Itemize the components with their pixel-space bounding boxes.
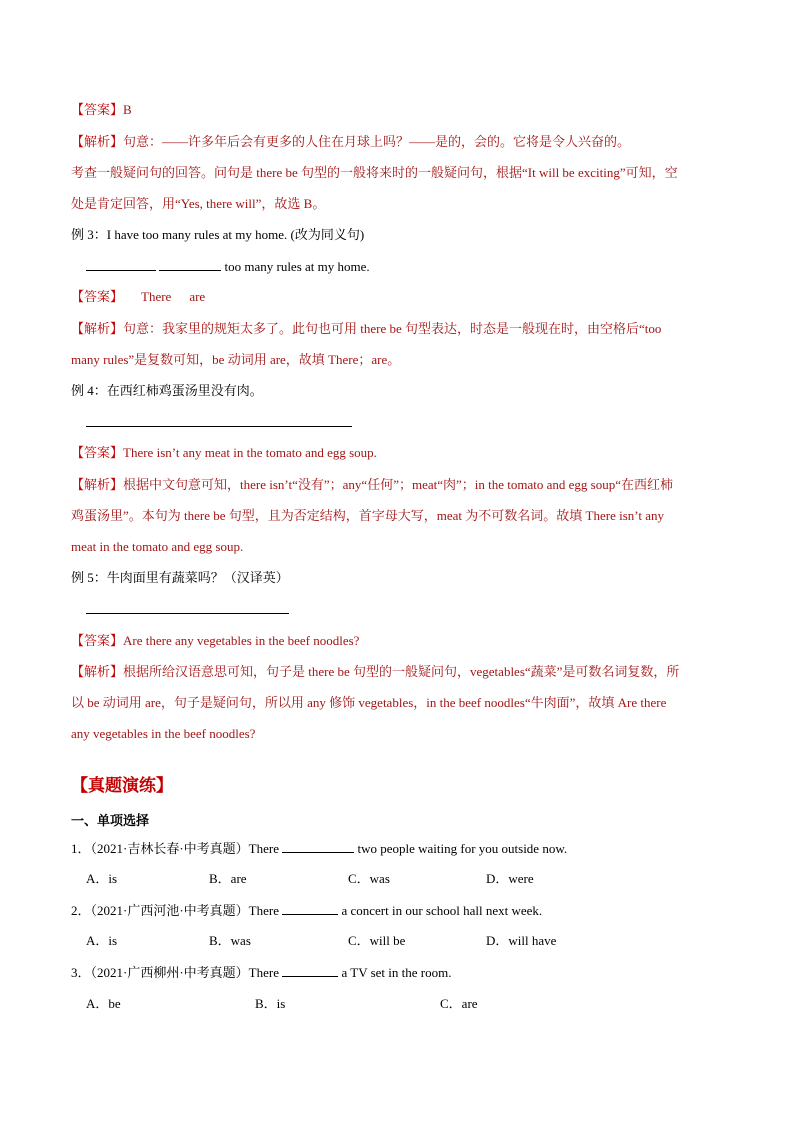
ex5-analysis-line-3: any vegetables in the beef noodles?	[71, 726, 256, 741]
option-a: A．be	[86, 996, 121, 1011]
ex3-prompt: 例 3：I have too many rules at my home. (改为同义句)	[71, 227, 365, 242]
ex3-answer-2: are	[189, 289, 206, 304]
analysis-tag: 【解析】	[71, 477, 124, 492]
ex2-analysis-1: 句意：——许多年后会有更多的人住在月球上吗？——是的，会的。它将是令人兴奋的。	[123, 134, 631, 149]
ex5-analysis-1: 根据所给汉语意思可知，句子是 there be 句型的一般疑问句，vegetables“蔬菜”是可数名词复数，所	[123, 664, 680, 679]
analysis-tag: 【解析】	[71, 321, 124, 336]
option-a: A．is	[86, 933, 118, 948]
question-stem-prefix: 3．（2021·广西柳州·中考真题）There	[71, 965, 279, 980]
ex3-analysis-line-1	[71, 320, 661, 338]
option-b: B．are	[209, 871, 247, 886]
question-stem-prefix: 1．（2021·吉林长春·中考真题）There	[71, 841, 279, 856]
question-blank	[282, 963, 338, 977]
ex3-analysis-line-2: many rules”是复数可知，be 动词用 are，故填 There；are。	[71, 352, 401, 367]
ex4-analysis-line-1	[71, 476, 673, 494]
ex4-answer-line	[71, 444, 377, 462]
answer-tag: 【答案】	[71, 445, 124, 460]
ex5-analysis-line-2: 以 be 动词用 are，句子是疑问句，所以用 any 修饰 vegetables，in the beef noodles“牛肉面”，故填 Are there	[71, 695, 667, 710]
option-c: C．will be	[348, 933, 406, 948]
ex5-answer-line	[71, 632, 359, 650]
answer-tag: 【答案】	[71, 289, 124, 304]
question-blank	[282, 839, 354, 853]
question-1-stem	[71, 839, 567, 858]
ex4-analysis-line-3: meat in the tomato and egg soup.	[71, 539, 244, 554]
section-title: 【真题演练】	[71, 776, 173, 795]
question-stem-suffix: a concert in our school hall next week.	[341, 903, 543, 918]
option-c: C．was	[348, 871, 390, 886]
question-blank	[282, 901, 338, 915]
option-b: B．was	[209, 933, 251, 948]
ex5-analysis-line-1	[71, 663, 679, 681]
ex2-answer: B	[123, 102, 132, 117]
ex5-fill-line	[86, 600, 289, 619]
answer-tag: 【答案】	[71, 102, 124, 117]
ex5-prompt: 例 5：牛肉面里有蔬菜吗？（汉译英）	[71, 570, 289, 585]
blank-1	[86, 257, 156, 271]
blank-2	[159, 257, 221, 271]
ex3-fill-line	[86, 257, 370, 276]
ex3-analysis-1: 句意：我家里的规矩太多了。此句也可用 there be 句型表达，时态是一般现在时，由空格后“too	[123, 321, 662, 336]
question-stem-suffix: two people waiting for you outside now.	[357, 841, 568, 856]
question-3-stem	[71, 963, 451, 982]
ex2-analysis-line-2: 考查一般疑问句的回答。问句是 there be 句型的一般将来时的一般疑问句，根据“It will be exciting”可知，空	[71, 165, 678, 180]
option-d: D．were	[486, 871, 534, 886]
ex3-answer-1: There	[141, 289, 172, 304]
ex4-analysis-1: 根据中文句意可知，there isn’t“没有”；any“任何”；meat“肉”；in the tomato and egg soup“在西红柿	[123, 477, 673, 492]
subsection-title: 一、单项选择	[71, 813, 150, 828]
option-a: A．is	[86, 871, 118, 886]
question-2-stem	[71, 901, 542, 920]
ex3-answer-line	[71, 288, 205, 306]
blank	[86, 600, 289, 614]
question-stem-prefix: 2．（2021·广西河池·中考真题）There	[71, 903, 279, 918]
ex2-answer-line	[71, 101, 132, 119]
ex4-analysis-line-2: 鸡蛋汤里”。本句为 there be 句型，且为否定结构，首字母大写，meat 为不可数名词。故填 There isn’t any	[71, 508, 664, 523]
analysis-tag: 【解析】	[71, 134, 124, 149]
ex4-answer: There isn’t any meat in the tomato and egg soup.	[123, 445, 377, 460]
ex2-analysis-line-3: 处是肯定回答，用“Yes, there will”，故选 B。	[71, 196, 326, 211]
analysis-tag: 【解析】	[71, 664, 124, 679]
ex4-prompt: 例 4：在西红柿鸡蛋汤里没有肉。	[71, 383, 263, 398]
option-d: D．will have	[486, 933, 557, 948]
answer-tag: 【答案】	[71, 633, 124, 648]
ex3-fill-tail: too many rules at my home.	[224, 259, 370, 274]
blank	[86, 413, 352, 427]
option-b: B．is	[255, 996, 286, 1011]
ex4-fill-line	[86, 413, 352, 432]
ex2-analysis-line-1	[71, 133, 630, 151]
option-c: C．are	[440, 996, 478, 1011]
ex5-answer: Are there any vegetables in the beef noodles?	[123, 633, 360, 648]
question-stem-suffix: a TV set in the room.	[341, 965, 452, 980]
